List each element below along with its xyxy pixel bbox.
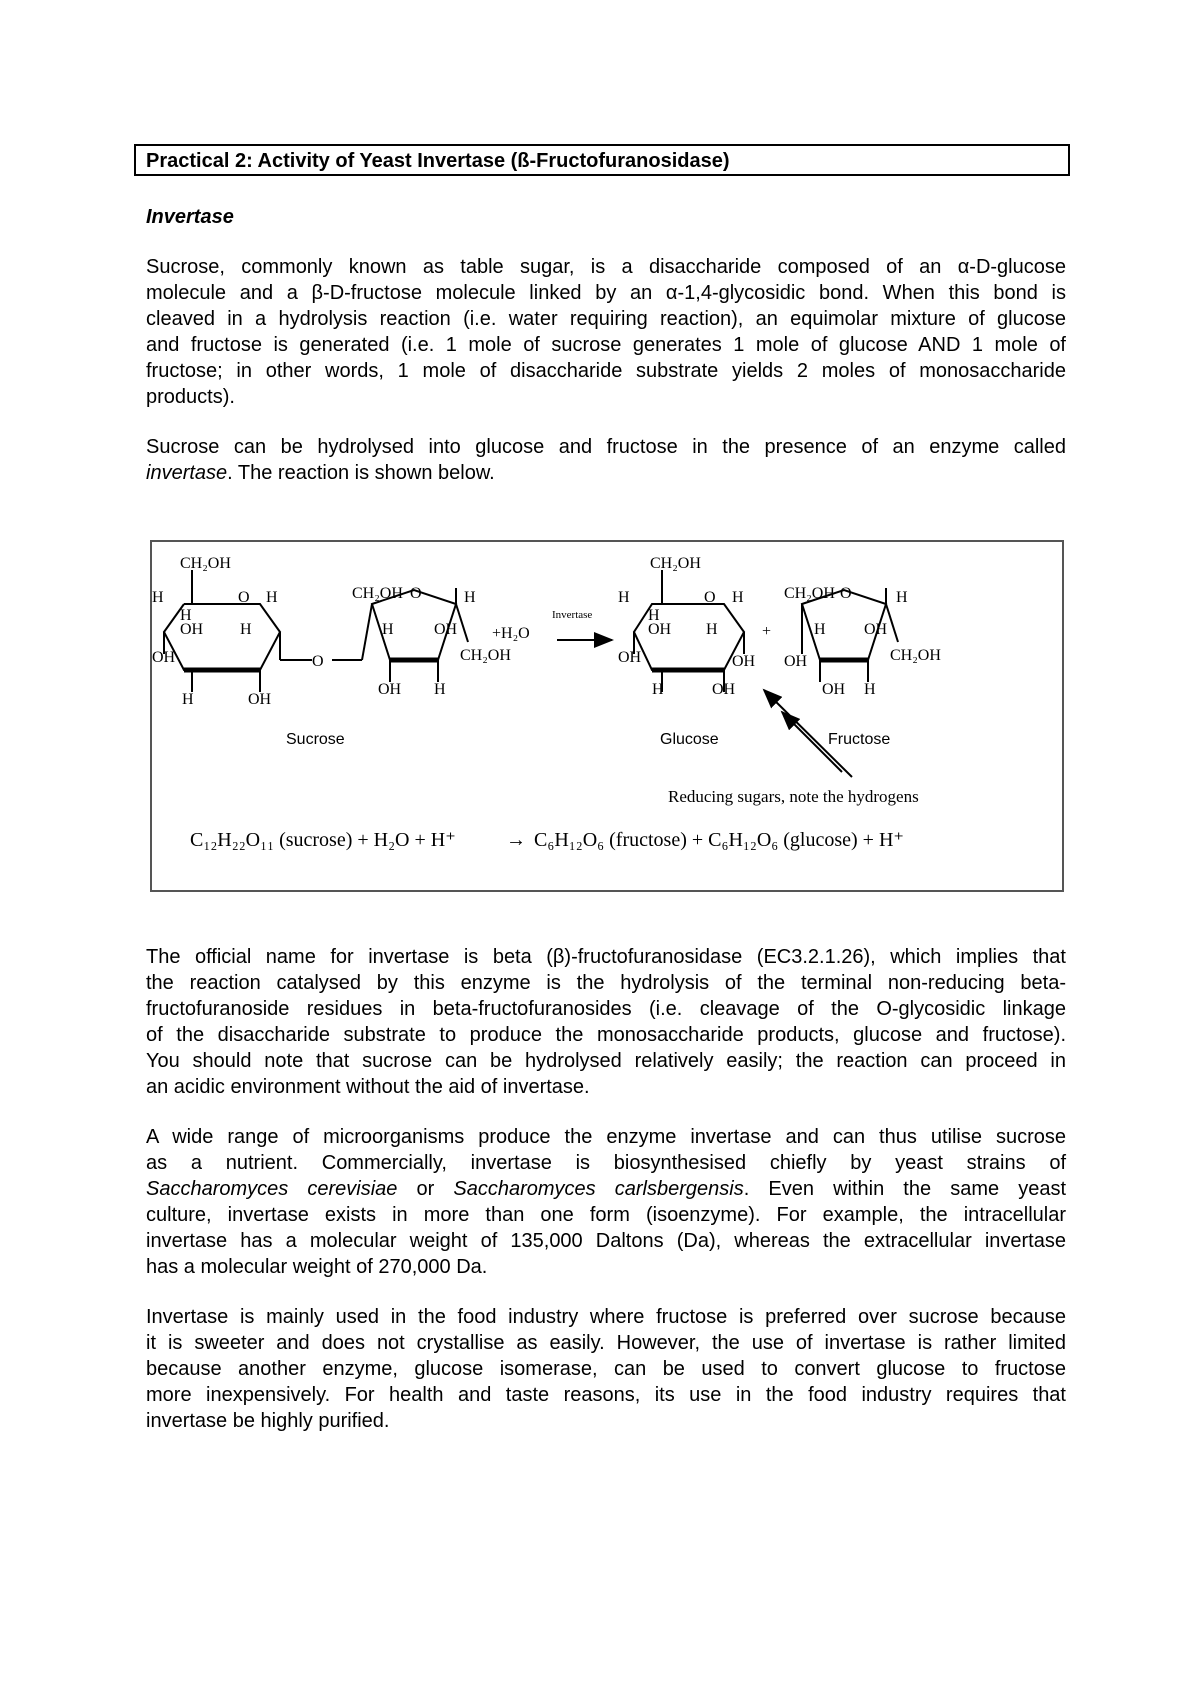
h-label: H [706, 621, 718, 638]
oh-label: OH [732, 653, 756, 670]
paragraph-food-industry [146, 1304, 1066, 1434]
text-line: fructose; in other words, 1 mole of disaccharide substrate yields 2 moles of monosaccharide [146, 360, 1066, 382]
h-label: H [382, 621, 394, 638]
text-line: Sucrose can be hydrolysed into glucose and fructose in the presence of an enzyme called [146, 436, 1066, 458]
text-fragment: . Even within the same yeast [743, 1178, 1067, 1200]
oh-label: OH [784, 653, 808, 670]
h-label: H [182, 691, 194, 708]
sucrose-label: Sucrose [286, 731, 345, 748]
reducing-sugar-note: Reducing sugars, note the hydrogens [668, 787, 919, 806]
oh-label: OH [618, 649, 642, 666]
title-box [134, 144, 1070, 176]
text-line: fructofuranoside residues in beta-fructofuranosides (i.e. cleavage of the O-glycosidic linkage [146, 998, 1066, 1020]
text-line: Sucrose, commonly known as table sugar, is a disaccharide composed of an α-D-glucose [146, 256, 1066, 278]
text-line: as a nutrient. Commercially, invertase is biosynthesised chiefly by yeast strains of [146, 1152, 1066, 1174]
h-label: H [266, 589, 278, 606]
paragraph-sucrose [146, 254, 1066, 410]
page-title: Practical 2: Activity of Yeast Invertase (ß-Fructofuranosidase) [146, 150, 730, 172]
species-name: Saccharomyces cerevisiae [146, 1178, 398, 1200]
h-label: H [240, 621, 252, 638]
oh-label: OH [864, 621, 888, 638]
text-line [146, 1176, 1066, 1202]
oh-label: OH [248, 691, 272, 708]
h-label: H [732, 589, 744, 606]
paragraph-hydrolysis [146, 434, 1066, 486]
oh-label: OH [180, 621, 204, 638]
text-line: You should note that sucrose can be hydrolysed relatively easily; the reaction can proceed in [146, 1050, 1066, 1072]
reaction-diagram [152, 542, 1062, 890]
text-line: and fructose is generated (i.e. 1 mole of sucrose generates 1 mole of glucose AND 1 mole of [146, 334, 1066, 356]
plus-label: + [762, 623, 772, 640]
oh-label: OH [822, 681, 846, 698]
species-name: Saccharomyces carlsbergensis [453, 1178, 744, 1200]
bond [886, 604, 898, 642]
text-line: A wide range of microorganisms produce the enzyme invertase and can thus utilise sucrose [146, 1126, 1066, 1148]
text-line: invertase be highly purified. [146, 1410, 390, 1432]
ch2oh-label: CH₂OH [784, 585, 835, 602]
h-label: H [648, 607, 660, 624]
h-label: H [464, 589, 476, 606]
reaction-figure [150, 540, 1064, 892]
text-line [146, 460, 1066, 486]
text-line: an acidic environment without the aid of invertase. [146, 1076, 590, 1098]
h-label: H [618, 589, 630, 606]
o-label: O [840, 585, 852, 602]
text-line: products). [146, 386, 235, 408]
text-fragment: . The reaction is shown below. [227, 462, 495, 484]
text-line: invertase has a molecular weight of 135,000 Daltons (Da), whereas the extracellular invertase [146, 1230, 1066, 1252]
h-label: H [652, 681, 664, 698]
enzyme-label: Invertase [552, 609, 593, 621]
equation-lhs: C₁₂H₂₂O₁₁ (sucrose) + H₂O + H⁺ [190, 829, 456, 851]
ch2oh-label: CH₂OH [460, 647, 511, 664]
paragraph-microorganisms [146, 1124, 1066, 1280]
h-label: H [434, 681, 446, 698]
text-line: because another enzyme, glucose isomerase, can be used to convert glucose to fructose [146, 1358, 1066, 1380]
text-line: The official name for invertase is beta (β)-fructofuranosidase (EC3.2.1.26), which implies that [146, 946, 1066, 968]
bond [362, 604, 372, 660]
h-label: H [152, 589, 164, 606]
equation-arrow: → [506, 829, 526, 851]
text-line: the reaction catalysed by this enzyme is the hydrolysis of the terminal non-reducing beta- [146, 972, 1066, 994]
text-line: culture, invertase exists in more than one form (isoenzyme). For example, the intracellular [146, 1204, 1066, 1226]
text-line: cleaved in a hydrolysis reaction (i.e. water requiring reaction), an equimolar mixture of glucose [146, 308, 1066, 330]
invertase-term: invertase [146, 462, 228, 484]
oh-label: OH [648, 621, 672, 638]
oh-label: OH [378, 681, 402, 698]
o-label: O [238, 589, 250, 606]
h-label: H [814, 621, 826, 638]
text-line: more inexpensively. For health and taste reasons, its use in the food industry requires that [146, 1384, 1066, 1406]
oh-label: OH [434, 621, 458, 638]
water-label: +H₂O [492, 625, 530, 642]
ch2oh-label: CH₂OH [650, 555, 701, 572]
section-heading: Invertase [146, 206, 234, 228]
h-label: H [180, 607, 192, 624]
oh-label: OH [712, 681, 736, 698]
o-label: O [704, 589, 716, 606]
text-line: has a molecular weight of 270,000 Da. [146, 1256, 488, 1278]
h-label: H [896, 589, 908, 606]
oh-label: OH [152, 649, 176, 666]
text-line: Invertase is mainly used in the food industry where fructose is preferred over sucrose because [146, 1306, 1066, 1328]
h-label: H [864, 681, 876, 698]
text-line: molecule and a β-D-fructose molecule linked by an α-1,4-glycosidic bond. When this bond is [146, 282, 1066, 304]
o-label: O [312, 653, 324, 670]
fructose-label: Fructose [828, 731, 891, 748]
text-line: of the disaccharide substrate to produce the monosaccharide products, glucose and fructose). [146, 1024, 1066, 1046]
ch2oh-label: CH₂OH [890, 647, 941, 664]
equation-rhs: C₆H₁₂O₆ (fructose) + C₆H₁₂O₆ (glucose) + H⁺ [534, 829, 904, 851]
o-label: O [410, 585, 422, 602]
ch2oh-label: CH₂OH [180, 555, 231, 572]
text-fragment: or [397, 1178, 454, 1200]
text-line: it is sweeter and does not crystallise as easily. However, the use of invertase is rather limited [146, 1332, 1066, 1354]
bond [456, 604, 468, 642]
ch2oh-label: CH₂OH [352, 585, 403, 602]
paragraph-official-name [146, 944, 1066, 1100]
glucose-label: Glucose [660, 731, 719, 748]
